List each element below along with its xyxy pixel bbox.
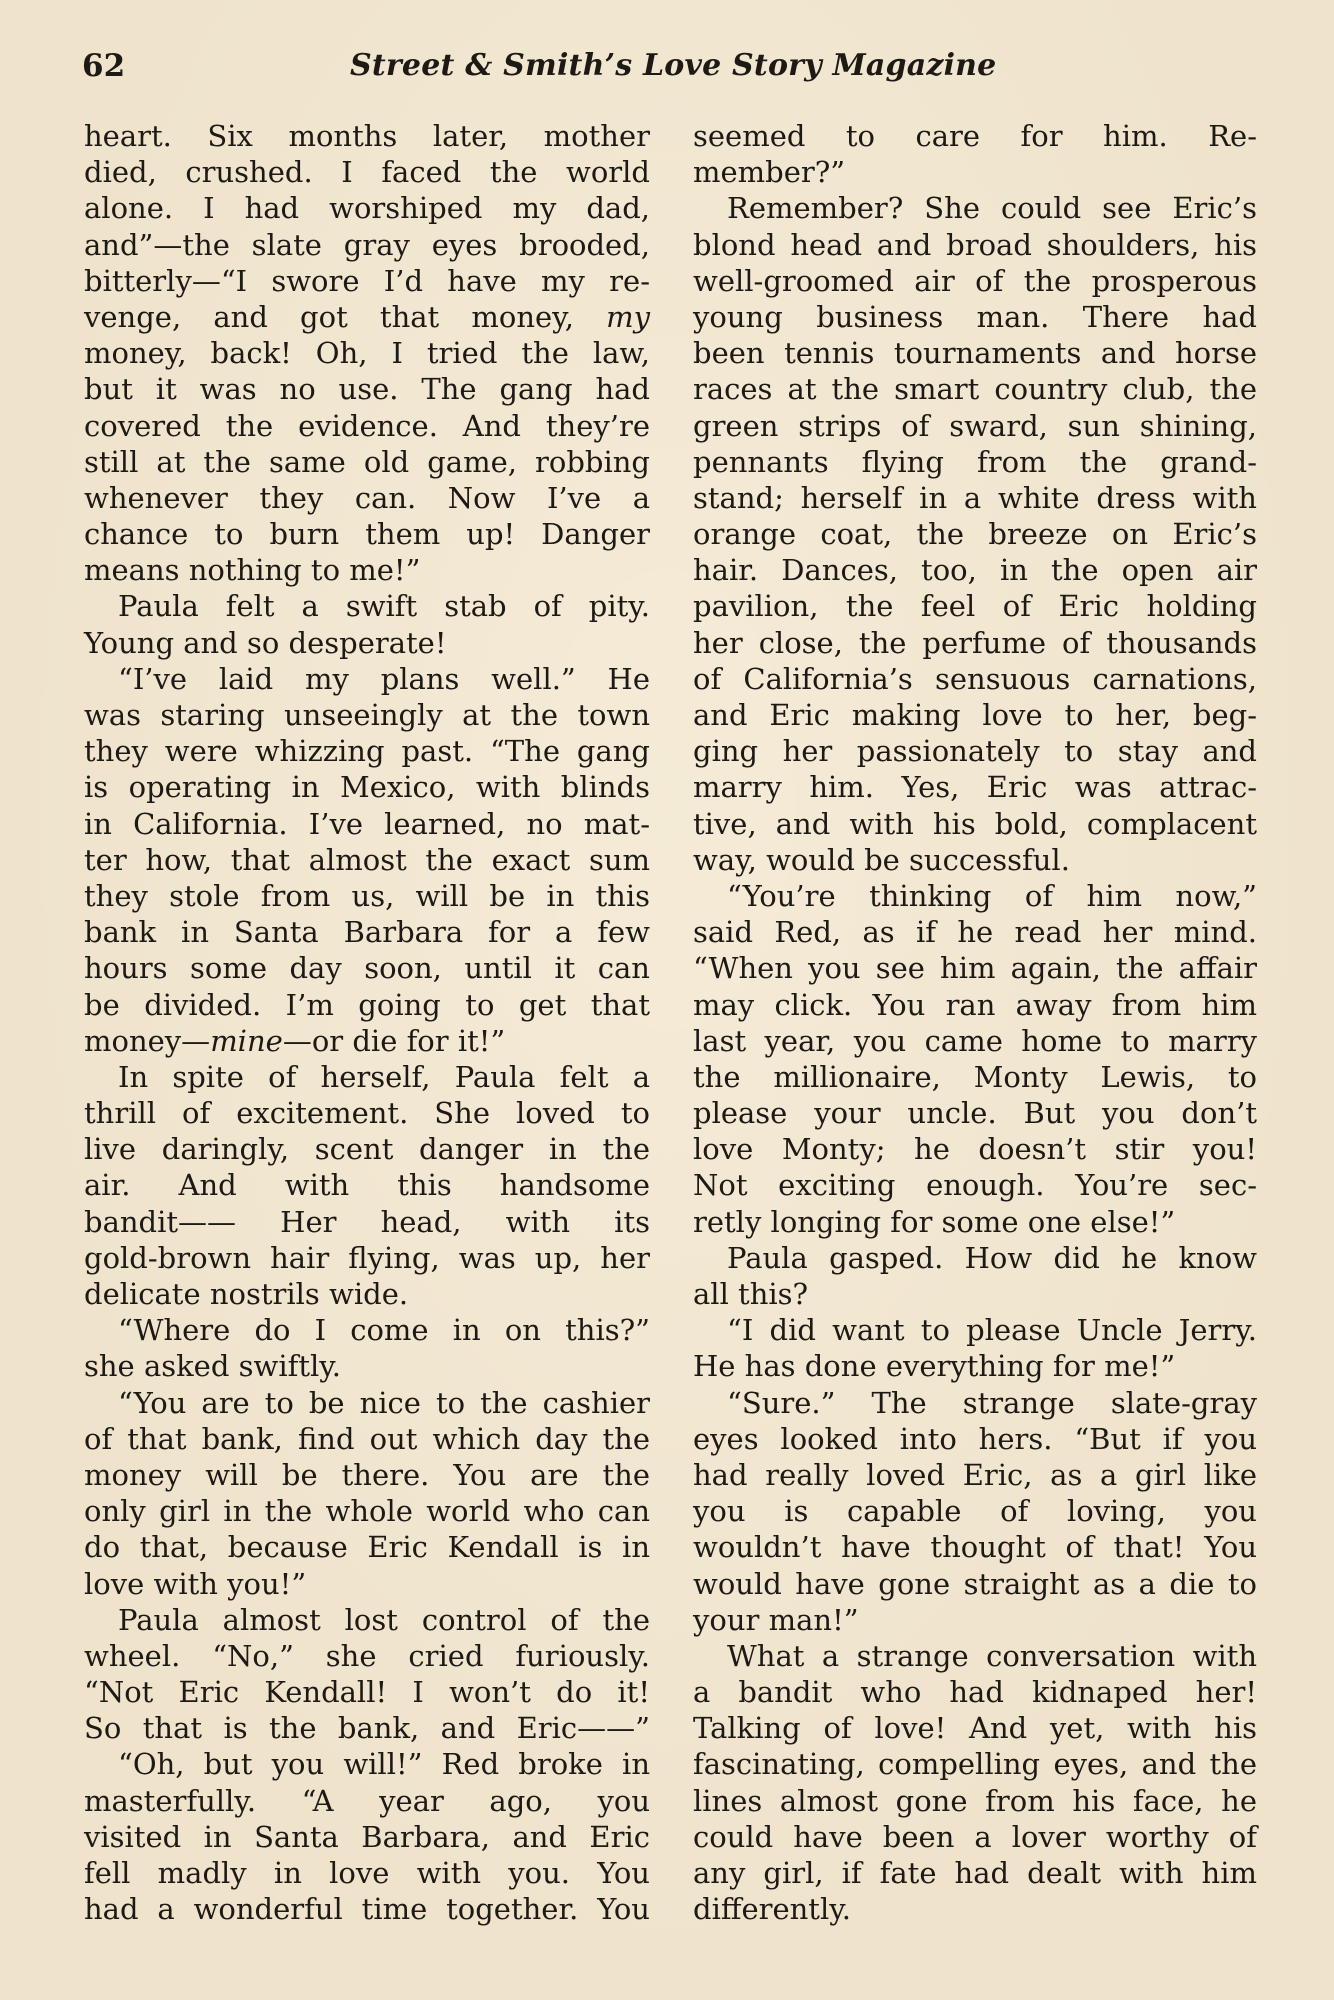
text-line: “You are to be nice to the cashier <box>118 1385 650 1420</box>
text-line: but it was no use. The gang had <box>84 372 650 407</box>
text-line: He has done everything for me!” <box>693 1349 1176 1384</box>
text-line: her close, the perfume of thousands <box>693 625 1257 660</box>
text-line: please your uncle. But you don’t <box>693 1096 1257 1131</box>
text-line: eyes looked into hers. “But if you <box>693 1421 1257 1456</box>
text-line: said Red, as if he read her mind. <box>693 915 1257 950</box>
page-header <box>82 48 1257 94</box>
text-line: Paula almost lost control of the <box>118 1602 650 1637</box>
text-line: delicate nostrils wide. <box>84 1277 409 1311</box>
right-text-column <box>693 118 1257 1927</box>
text-line: of California’s sensuous carnations, <box>693 661 1257 696</box>
text-line: and Eric making love to her, beg- <box>693 698 1257 732</box>
text-line: “Where do I come in on this?” <box>118 1313 650 1348</box>
text-line: a bandit who had kidnaped her! <box>693 1675 1257 1710</box>
text-line: “I’ve laid my plans well.” He <box>118 661 650 696</box>
text-line: love with you!” <box>84 1566 307 1601</box>
text-line: love Monty; he doesn’t stir you! <box>693 1132 1257 1167</box>
text-line: ging her passionately to stay and <box>693 734 1257 769</box>
text-line: bitterly—“I swore I’d have my re- <box>84 263 650 298</box>
text-line: live daringly, scent danger in the <box>84 1132 650 1167</box>
text-line: money—mine—or die for it!” <box>84 1023 506 1058</box>
text-line: orange coat, the breeze on Eric’s <box>693 517 1257 552</box>
text-line: hair. Dances, too, in the open air <box>693 553 1257 588</box>
text-line: any girl, if fate had dealt with him <box>693 1856 1257 1890</box>
text-line: fascinating, compelling eyes, and the <box>693 1747 1257 1782</box>
text-line: “Not Eric Kendall! I won’t do it! <box>84 1675 650 1710</box>
text-line: In spite of herself, Paula felt a <box>118 1059 650 1094</box>
text-line: was staring unseeingly at the town <box>84 698 650 732</box>
text-line: be divided. I’m going to get that <box>84 987 650 1022</box>
text-line: may click. You ran away from him <box>693 987 1257 1022</box>
text-line: air. And with this handsome <box>84 1168 650 1203</box>
text-line: is operating in Mexico, with blinds <box>84 770 650 805</box>
text-line: means nothing to me!” <box>84 553 421 588</box>
text-line: bank in Santa Barbara for a few <box>84 915 650 950</box>
left-text-column <box>84 118 650 1927</box>
text-line: covered the evidence. And they’re <box>84 408 650 443</box>
text-line: pennants flying from the grand- <box>693 444 1257 479</box>
text-line: your man!” <box>693 1602 859 1637</box>
text-line: pavilion, the feel of Eric holding <box>693 589 1257 624</box>
text-line: they were whizzing past. “The gang <box>84 734 650 769</box>
text-line: marry him. Yes, Eric was attrac- <box>693 770 1257 805</box>
text-line: green strips of sward, sun shining, <box>693 408 1257 443</box>
text-line: in California. I’ve learned, no mat- <box>84 806 650 841</box>
text-line: way, would be successful. <box>693 842 1070 877</box>
text-line: Paula felt a swift stab of pity. <box>118 589 650 624</box>
text-line: heart. Six months later, mother <box>84 119 650 153</box>
text-line: races at the smart country club, the <box>693 372 1257 407</box>
text-line: ter how, that almost the exact sum <box>84 842 650 877</box>
text-line: you is capable of loving, you <box>693 1494 1257 1529</box>
text-line: stand; herself in a white dress with <box>693 480 1257 515</box>
text-line: whenever they can. Now I’ve a <box>84 480 650 515</box>
text-line: and”—the slate gray eyes brooded, <box>84 227 650 262</box>
text-line: died, crushed. I faced the world <box>84 155 650 190</box>
text-line: still at the same old game, robbing <box>84 444 650 479</box>
text-line: thrill of excitement. She loved to <box>84 1096 650 1131</box>
text-line: “Oh, but you will!” Red broke in <box>118 1747 650 1782</box>
text-line: lines almost gone from his face, he <box>693 1783 1257 1818</box>
text-line: of that bank, find out which day the <box>84 1421 650 1456</box>
text-line: only girl in the whole world who can <box>84 1494 650 1529</box>
text-line: “Sure.” The strange slate-gray <box>727 1385 1257 1420</box>
text-line: Not exciting enough. You’re sec- <box>693 1168 1257 1203</box>
text-line: hours some day soon, until it can <box>84 951 650 986</box>
text-line: gold-brown hair flying, was up, her <box>84 1240 650 1275</box>
text-line: “I did want to please Uncle Jerry. <box>727 1313 1257 1348</box>
text-line: money, back! Oh, I tried the law, <box>84 336 650 371</box>
text-line: been tennis tournaments and horse <box>693 336 1257 371</box>
text-line: So that is the bank, and Eric——” <box>84 1711 650 1746</box>
text-line: would have gone straight as a die to <box>693 1566 1257 1601</box>
text-line: seemed to care for him. Re- <box>693 119 1257 153</box>
text-line: alone. I had worshiped my dad, <box>84 191 650 226</box>
text-line: she asked swiftly. <box>84 1349 342 1384</box>
text-line: Paula gasped. How did he know <box>727 1240 1257 1275</box>
text-line: venge, and got that money, my <box>84 299 650 334</box>
text-line: member?” <box>693 155 846 190</box>
text-line: young business man. There had <box>693 299 1257 334</box>
text-line: chance to burn them up! Danger <box>84 517 650 552</box>
text-line: “When you see him again, the affair <box>693 951 1257 986</box>
text-line: last year, you came home to marry <box>693 1023 1257 1058</box>
text-line: do that, because Eric Kendall is in <box>84 1530 650 1565</box>
text-line: visited in Santa Barbara, and Eric <box>84 1819 650 1854</box>
text-line: “You’re thinking of him now,” <box>727 878 1257 913</box>
text-line: wouldn’t have thought of that! You <box>693 1530 1257 1565</box>
text-line: money will be there. You are the <box>84 1457 650 1492</box>
running-title: Street & Smith’s Love Story Magazine <box>350 48 997 83</box>
text-line: Remember? She could see Eric’s <box>727 191 1257 226</box>
text-line: could have been a lover worthy of <box>693 1819 1257 1854</box>
text-line: fell madly in love with you. You <box>84 1856 650 1890</box>
text-line: had a wonderful time together. You <box>84 1892 650 1927</box>
text-line: differently. <box>693 1892 851 1927</box>
text-line: blond head and broad shoulders, his <box>693 227 1257 262</box>
text-line: all this? <box>693 1277 809 1311</box>
text-line: wheel. “No,” she cried furiously. <box>84 1638 650 1673</box>
text-line: Young and so desperate! <box>84 625 447 660</box>
text-line: they stole from us, will be in this <box>84 878 650 913</box>
text-line: retly longing for some one else!” <box>693 1204 1176 1239</box>
text-line: the millionaire, Monty Lewis, to <box>693 1059 1257 1094</box>
text-line: well-groomed air of the prosperous <box>693 263 1257 298</box>
page-number: 62 <box>82 48 126 84</box>
text-line: bandit—— Her head, with its <box>84 1204 650 1239</box>
text-line: tive, and with his bold, complacent <box>693 806 1257 841</box>
text-line: What a strange conversation with <box>727 1638 1257 1673</box>
text-line: Talking of love! And yet, with his <box>693 1711 1257 1746</box>
text-line: had really loved Eric, as a girl like <box>693 1457 1257 1492</box>
text-line: masterfully. “A year ago, you <box>84 1783 650 1818</box>
